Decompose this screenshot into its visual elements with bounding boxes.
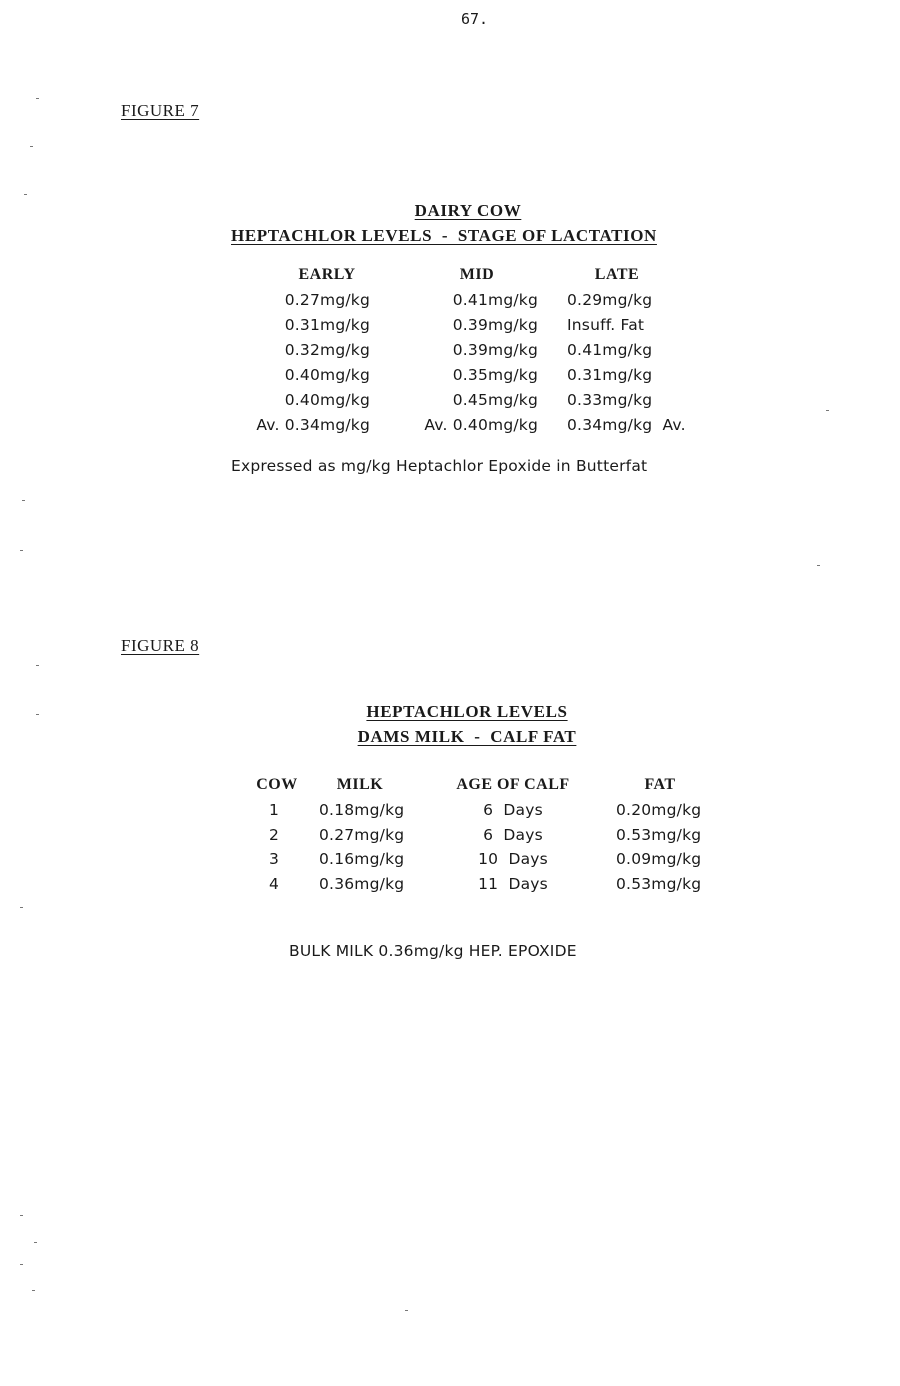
figure-7-header-early: EARLY <box>298 266 356 283</box>
scan-speck <box>405 1310 408 1311</box>
scan-speck <box>30 146 33 147</box>
figure-7-cell: 0.33mg/kg <box>567 391 653 409</box>
figure-8-cell: 2 <box>268 826 280 844</box>
figure-7-header-mid: MID <box>459 266 495 283</box>
figure-7-cell: 0.41mg/kg <box>452 291 538 309</box>
figure-8-label: FIGURE 8 <box>121 636 200 655</box>
figure-7-cell: 0.29mg/kg <box>567 291 653 309</box>
figure-7-cell: 0.40mg/kg <box>284 366 370 384</box>
scan-speck <box>36 665 39 666</box>
figure-8-cell: 0.53mg/kg <box>616 826 702 844</box>
figure-7-cell: 0.39mg/kg <box>452 316 538 334</box>
figure-8-cell: 4 <box>268 875 280 893</box>
figure-8-header-cow: COW <box>256 776 298 793</box>
figure-7-header-late: LATE <box>594 266 640 283</box>
figure-8-cell: 1 <box>268 801 280 819</box>
scan-speck <box>817 565 820 566</box>
scan-speck <box>20 907 23 908</box>
figure-7-average: Av. 0.40mg/kg <box>424 416 538 434</box>
scan-speck <box>826 410 829 411</box>
figure-7-cell: 0.39mg/kg <box>452 341 538 359</box>
figure-8-cell: 0.53mg/kg <box>616 875 702 893</box>
figure-8-note: BULK MILK 0.36mg/kg HEP. EPOXIDE <box>289 942 577 960</box>
figure-7-cell: 0.32mg/kg <box>284 341 370 359</box>
scan-speck <box>20 1264 23 1265</box>
figure-8-header-age: AGE OF CALF <box>456 776 570 793</box>
figure-7-cell: 0.41mg/kg <box>567 341 653 359</box>
figure-7-average: 0.34mg/kg Av. <box>567 416 686 434</box>
figure-7-cell: Insuff. Fat <box>567 316 645 334</box>
figure-8-cell: 3 <box>268 850 280 868</box>
scan-speck <box>20 550 23 551</box>
scan-speck <box>36 98 39 99</box>
scan-speck <box>24 194 27 195</box>
figure-8-title: HEPTACHLOR LEVELS <box>366 702 568 721</box>
figure-8-cell: 0.09mg/kg <box>616 850 702 868</box>
figure-7-label: FIGURE 7 <box>121 101 200 120</box>
figure-7-cell: 0.35mg/kg <box>452 366 538 384</box>
figure-7-cell: 0.31mg/kg <box>567 366 653 384</box>
figure-7-title: DAIRY COW <box>414 201 522 220</box>
figure-8-cell: 0.36mg/kg <box>319 875 405 893</box>
scan-speck <box>20 1215 23 1216</box>
figure-8-cell: 0.16mg/kg <box>319 850 405 868</box>
figure-8-cell: 10 Days <box>478 850 548 868</box>
scan-speck <box>32 1290 35 1291</box>
figure-8-header-milk: MILK <box>336 776 384 793</box>
figure-7-cell: 0.40mg/kg <box>284 391 370 409</box>
figure-7-average: Av. 0.34mg/kg <box>256 416 370 434</box>
figure-8-cell: 11 Days <box>478 875 548 893</box>
figure-7-cell: 0.27mg/kg <box>284 291 370 309</box>
figure-7-cell: 0.45mg/kg <box>452 391 538 409</box>
figure-8-header-fat: FAT <box>644 776 676 793</box>
figure-8-cell: 6 Days <box>483 801 543 819</box>
figure-8-subtitle: DAMS MILK - CALF FAT <box>357 727 577 746</box>
page-number: 67. <box>461 10 489 28</box>
figure-8-cell: 0.27mg/kg <box>319 826 405 844</box>
figure-8-cell: 0.18mg/kg <box>319 801 405 819</box>
figure-7-cell: 0.31mg/kg <box>284 316 370 334</box>
figure-7-note: Expressed as mg/kg Heptachlor Epoxide in Butterfat <box>231 457 648 475</box>
scan-speck <box>22 500 25 501</box>
figure-8-cell: 0.20mg/kg <box>616 801 702 819</box>
scan-speck <box>34 1242 37 1243</box>
scan-speck <box>36 714 39 715</box>
figure-7-subtitle: HEPTACHLOR LEVELS - STAGE OF LACTATION <box>231 226 657 245</box>
figure-8-cell: 6 Days <box>483 826 543 844</box>
